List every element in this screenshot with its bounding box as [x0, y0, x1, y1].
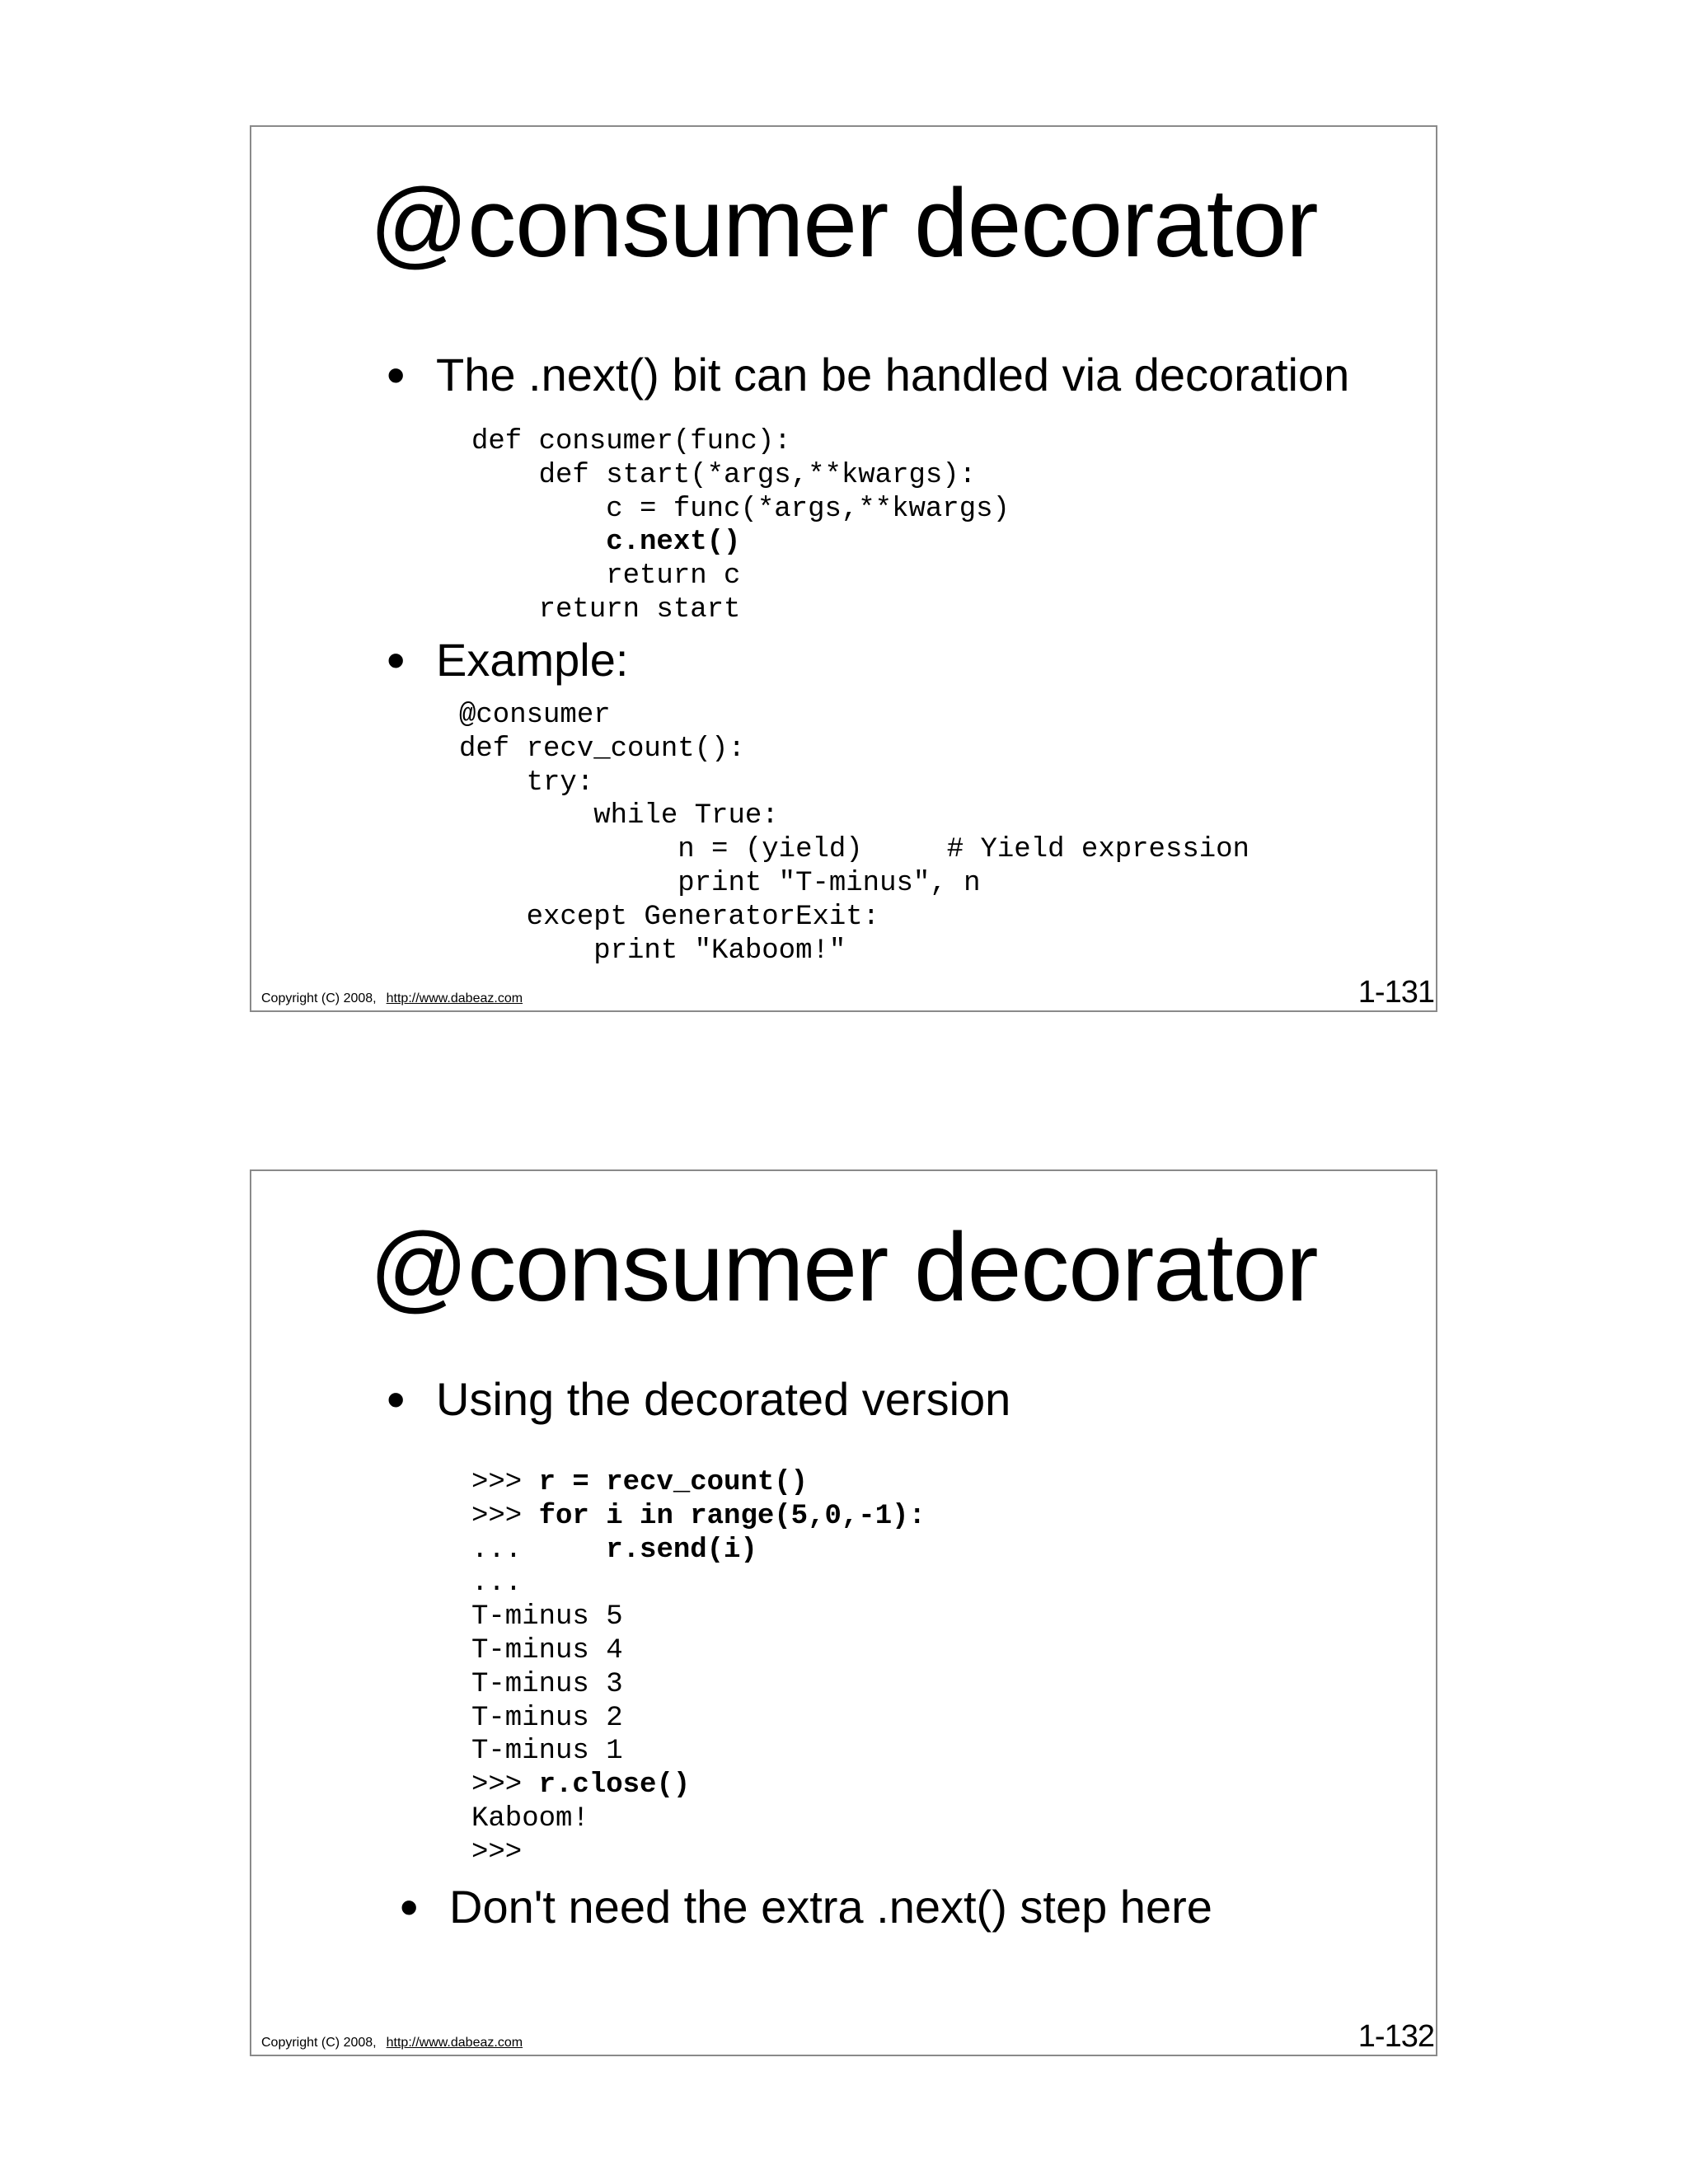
session-line: T-minus 3: [471, 1668, 623, 1700]
bullet-icon: •: [400, 1877, 419, 1937]
bullet-text: Don't need the extra .next() step here: [449, 1881, 1212, 1933]
slide-number: 1-131: [1357, 975, 1434, 1010]
bullet-next-decoration: [387, 345, 1350, 405]
bullet-decorated-version: [387, 1370, 1011, 1429]
bullet-text: Using the decorated version: [436, 1373, 1011, 1425]
session-line: >>> for i in range(5,0,-1):: [471, 1500, 926, 1532]
code-line-bold: c.next(): [471, 527, 741, 559]
session-line: T-minus 4: [471, 1634, 623, 1666]
code-line: return start: [471, 593, 741, 626]
slide-number: 1-132: [1357, 2019, 1434, 2054]
slide-title: @consumer decorator: [369, 1213, 1318, 1322]
code-line: print "Kaboom!": [459, 935, 846, 967]
session-line: >>>: [471, 1836, 523, 1868]
bullet-text: The .next() bit can be handled via decoration: [436, 349, 1350, 401]
session-line: T-minus 5: [471, 1601, 623, 1633]
bullet-icon: •: [387, 345, 406, 405]
code-line: def consumer(func):: [471, 426, 791, 457]
code-line: print "T-minus", n: [459, 867, 981, 899]
bullet-icon: •: [387, 630, 406, 690]
example-code-block: [459, 699, 1250, 968]
copyright: Copyright (C) 2008,: [261, 991, 377, 1005]
bullet-no-next-step: [400, 1877, 1212, 1937]
code-line: except GeneratorExit:: [459, 901, 880, 933]
code-line: return c: [471, 560, 741, 593]
code-line: @consumer: [459, 700, 611, 731]
copyright: Copyright (C) 2008,: [261, 2036, 377, 2050]
session-line: Kaboom!: [471, 1802, 589, 1835]
session-line: >>> r.close(): [471, 1769, 691, 1802]
code-line: n = (yield) # Yield expression: [459, 834, 1250, 866]
consumer-code-block: [471, 425, 1010, 627]
session-line: ...: [471, 1568, 523, 1600]
code-line: while True:: [459, 800, 779, 832]
session-line: T-minus 1: [471, 1736, 623, 1768]
footer: [261, 2035, 523, 2051]
slide-title: @consumer decorator: [369, 169, 1318, 278]
bullet-example: [387, 630, 629, 690]
interactive-session: [471, 1466, 926, 1870]
dabeaz-link[interactable]: http://www.dabeaz.com: [386, 2036, 523, 2050]
code-line: def recv_count():: [459, 733, 745, 765]
bullet-text: Example:: [436, 634, 629, 686]
slide-1-132: [250, 1169, 1437, 2056]
bullet-icon: •: [387, 1370, 406, 1429]
slide-1-131: [250, 125, 1437, 1012]
footer: [261, 991, 523, 1007]
dabeaz-link[interactable]: http://www.dabeaz.com: [386, 991, 523, 1005]
session-line: >>> r = recv_count(): [471, 1467, 809, 1498]
session-line: ... r.send(i): [471, 1534, 757, 1566]
session-line: T-minus 2: [471, 1702, 623, 1734]
code-line: c = func(*args,**kwargs): [471, 493, 1010, 525]
code-line: try:: [459, 766, 594, 799]
code-line: def start(*args,**kwargs):: [471, 459, 977, 491]
